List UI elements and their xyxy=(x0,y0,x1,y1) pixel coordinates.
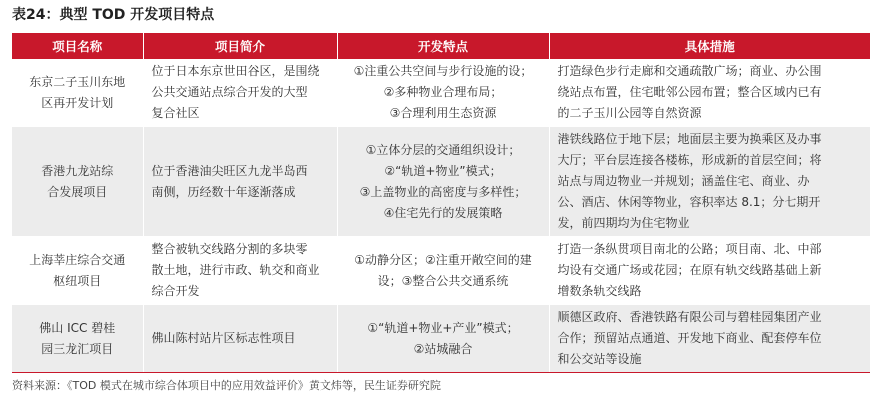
dev-features-cell xyxy=(337,237,549,305)
cell-line: 上海莘庄综合交通 xyxy=(29,252,126,267)
header-project-intro: 项目简介 xyxy=(143,33,337,59)
cell-line: 区再开发计划 xyxy=(41,95,114,110)
cell-line: 位于香港油尖旺区九龙半岛西 xyxy=(151,163,308,178)
cell-line: 合发展项目 xyxy=(47,184,108,199)
measures-cell xyxy=(549,59,870,127)
measures-cell xyxy=(549,305,870,373)
table-row xyxy=(12,59,870,127)
cell-line: 园三龙汇项目 xyxy=(41,341,114,356)
cell-line: 复合社区 xyxy=(151,106,200,120)
cell-line: 和公交站等设施 xyxy=(557,352,642,366)
cell-line: 港铁线路位于地下层；地面层主要为换乘区及办事 xyxy=(557,132,822,146)
cell-line: 东京二子玉川东地 xyxy=(29,74,126,89)
source-note: 资料来源：《TOD 模式在城市综合体项目中的应用效益评价》黄文炜等，民生证券研究院 xyxy=(12,379,441,392)
cell-line: 均设有交通广场或花园；在原有轨交线路基础上新 xyxy=(557,263,822,277)
dev-features-cell xyxy=(337,127,549,237)
tod-projects-table xyxy=(12,33,870,373)
cell-line: 打造一条纵贯项目南北的公路；项目南、北、中部 xyxy=(557,242,822,256)
project-intro-cell xyxy=(143,127,337,237)
cell-line: 的二子玉川公园等自然资源 xyxy=(557,106,702,120)
cell-line: 佛山 ICC 碧桂 xyxy=(39,320,116,335)
cell-line: 站点与周边物业一并规划；涵盖住宅、商业、办 xyxy=(557,174,810,188)
cell-line: 枢纽项目 xyxy=(53,273,102,288)
project-intro-cell xyxy=(143,237,337,305)
cell-line: ①注重公共空间与步行设施的设； xyxy=(353,64,533,78)
header-measures: 具体措施 xyxy=(549,33,870,59)
cell-line: 综合开发 xyxy=(151,284,200,298)
dev-features-cell xyxy=(337,59,549,127)
project-intro-cell xyxy=(143,59,337,127)
cell-line: ①立体分层的交通组织设计； xyxy=(365,142,521,157)
project-intro-cell xyxy=(143,305,337,373)
cell-line: ③上盖物业的高密度与多样性； xyxy=(359,184,527,199)
cell-line: 公共交通站点综合开发的大型 xyxy=(151,85,308,99)
project-name-cell xyxy=(12,237,143,305)
cell-line: 绕站点布置，住宅毗邻公园布置；整合区域内已有 xyxy=(557,85,822,99)
cell-line: 增数条轨交线路 xyxy=(557,284,642,298)
cell-line: 佛山陈村站片区标志性项目 xyxy=(151,331,296,345)
table-row xyxy=(12,127,870,237)
cell-line: ①动静分区；②注重开敞空间的建 xyxy=(354,252,532,267)
table-header-row xyxy=(12,33,870,59)
cell-line: ①“轨道+物业+产业”模式； xyxy=(367,320,519,335)
table-row xyxy=(12,305,870,373)
cell-line: 大厅；平台层连接各楼栋，形成新的首层空间；将 xyxy=(557,153,822,167)
cell-line: 设；③整合公共交通系统 xyxy=(377,273,509,288)
cell-line: 发，前四期均为住宅物业 xyxy=(557,216,690,230)
cell-line: 合作；预留站点通道、开发地下商业、配套停车位 xyxy=(557,331,822,345)
project-name-cell xyxy=(12,59,143,127)
dev-features-cell xyxy=(337,305,549,373)
cell-line: 打造绿色步行走廊和交通疏散广场；商业、办公围 xyxy=(557,64,822,78)
project-name-cell xyxy=(12,305,143,373)
cell-line: ②“轨道+物业”模式； xyxy=(384,163,502,178)
measures-cell xyxy=(549,237,870,305)
cell-line: ②多种物业合理布局； xyxy=(383,85,503,99)
cell-line: 整合被轨交线路分割的多块零 xyxy=(151,242,308,256)
cell-line: 香港九龙站综 xyxy=(41,163,114,178)
cell-line: 顺德区政府、香港铁路有限公司与碧桂园集团产业 xyxy=(557,310,822,324)
cell-line: 南侧，历经数十年逐渐落成 xyxy=(151,184,296,199)
table-title: 表24：典型 TOD 开发项目特点 xyxy=(12,7,215,23)
measures-cell xyxy=(549,127,870,237)
table-row xyxy=(12,237,870,305)
cell-line: 散土地，进行市政、轨交和商业 xyxy=(151,263,320,277)
cell-line: 公、酒店、休闲等物业，容积率达 8.1；分七期开 xyxy=(557,195,821,209)
header-project-name: 项目名称 xyxy=(12,33,143,59)
cell-line: ③合理利用生态资源 xyxy=(389,106,497,120)
cell-line: ④住宅先行的发展策略 xyxy=(383,205,503,220)
cell-line: ②站城融合 xyxy=(413,341,473,356)
header-dev-features: 开发特点 xyxy=(337,33,549,59)
cell-line: 位于日本东京世田谷区，是围绕 xyxy=(151,64,320,78)
project-name-cell xyxy=(12,127,143,237)
